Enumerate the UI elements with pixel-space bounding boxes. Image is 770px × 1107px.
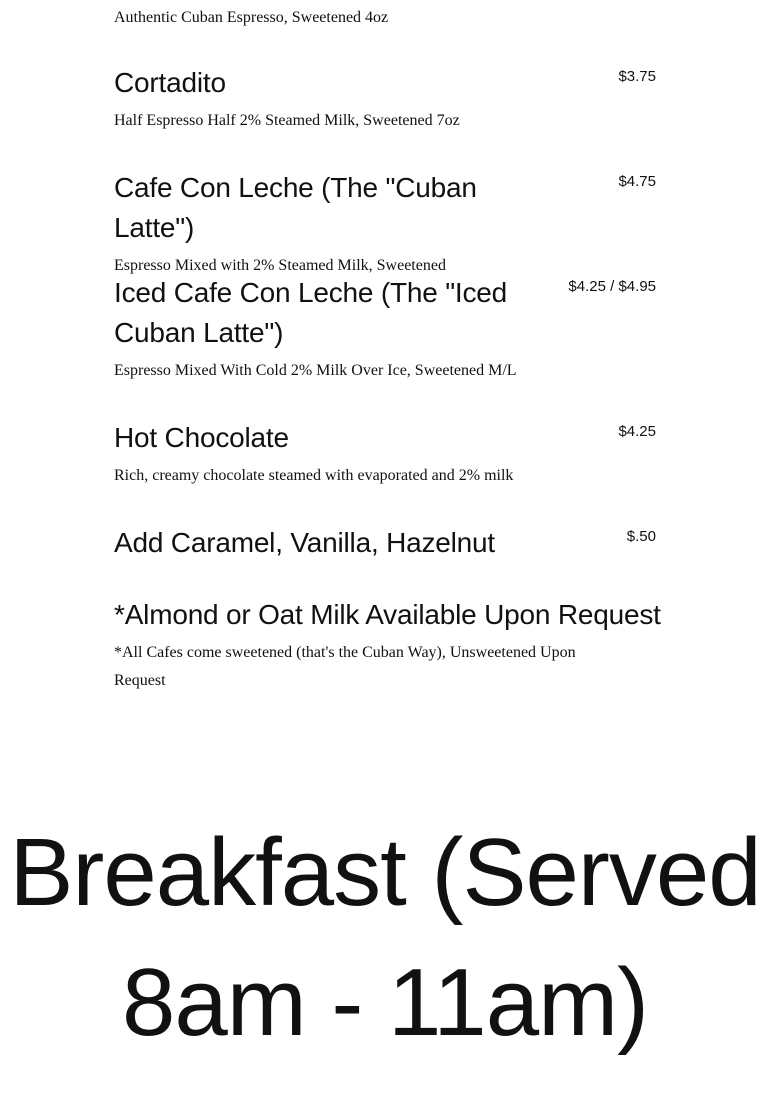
menu-item-cuban-espresso <box>114 4 656 32</box>
item-price: $3.75 <box>618 68 656 85</box>
item-name: Cortadito <box>114 67 226 98</box>
item-description: Espresso Mixed with 2% Steamed Milk, Sweetened <box>114 257 446 274</box>
item-price: $4.25 / $4.95 <box>568 278 656 295</box>
item-description: Authentic Cuban Espresso, Sweetened 4oz <box>114 9 389 26</box>
menu-item-flavor-add-on <box>114 523 656 563</box>
section-title-breakfast: Breakfast (Served 8am - 11am) <box>9 819 761 1056</box>
item-name: Hot Chocolate <box>114 422 289 453</box>
item-name: *Almond or Oat Milk Available Upon Request <box>114 599 661 630</box>
menu-item-iced-cafe-con-leche <box>114 273 656 385</box>
menu-item-milk-alternatives <box>114 595 661 695</box>
item-description: Espresso Mixed With Cold 2% Milk Over Ice, Sweetened M/L <box>114 362 517 379</box>
item-description: Rich, creamy chocolate steamed with evaporated and 2% milk <box>114 467 514 484</box>
item-name: Iced Cafe Con Leche (The "Iced Cuban Latte") <box>114 277 508 348</box>
item-price: $4.25 <box>618 423 656 440</box>
menu-item-hot-chocolate <box>114 418 656 490</box>
item-description: *All Cafes come sweetened (that's the Cuban Way), Unsweetened Upon Request <box>114 644 576 689</box>
item-description: Half Espresso Half 2% Steamed Milk, Sweetened 7oz <box>114 112 460 129</box>
item-price: $4.75 <box>618 173 656 190</box>
item-name: Add Caramel, Vanilla, Hazelnut <box>114 527 496 558</box>
menu-item-cafe-con-leche <box>114 168 656 280</box>
menu-item-cortadito <box>114 63 656 135</box>
item-name: Cafe Con Leche (The "Cuban Latte") <box>114 172 477 243</box>
item-price: $.50 <box>626 528 656 545</box>
